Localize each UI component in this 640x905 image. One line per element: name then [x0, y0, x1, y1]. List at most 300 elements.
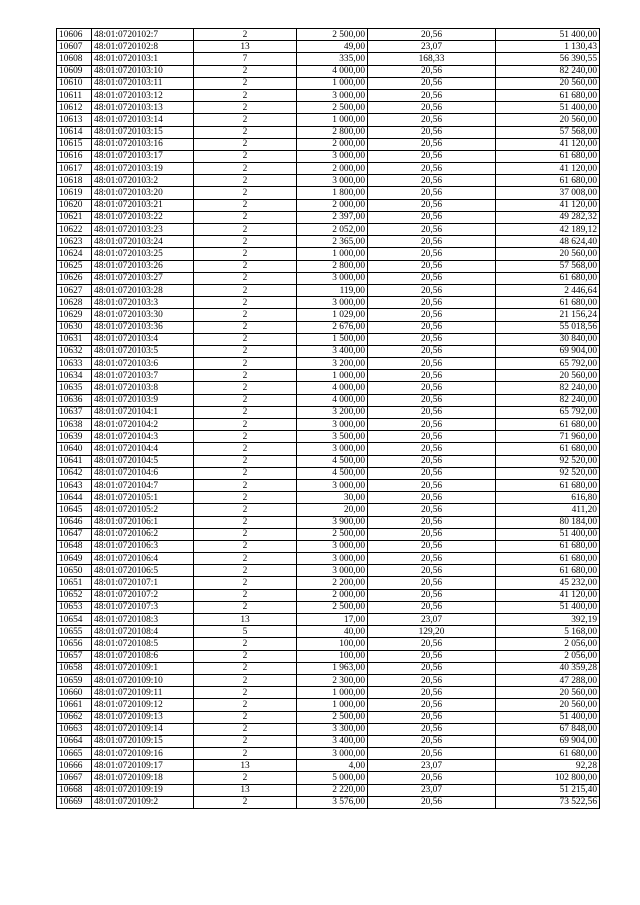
row-number: 10642 [57, 467, 92, 479]
cadastral-number: 48:01:0720103:7 [92, 370, 194, 382]
type-code: 2 [194, 577, 297, 589]
type-code: 2 [194, 345, 297, 357]
cadastral-number: 48:01:0720105:1 [92, 492, 194, 504]
table-row [57, 309, 600, 321]
row-number: 10660 [57, 687, 92, 699]
amount-value: 56 390,55 [496, 53, 600, 65]
area-value: 4 500,00 [297, 455, 368, 467]
type-code: 2 [194, 333, 297, 345]
table-row [57, 211, 600, 223]
cadastral-number: 48:01:0720103:4 [92, 333, 194, 345]
table-row [57, 601, 600, 613]
area-value: 1 500,00 [297, 333, 368, 345]
rate-value: 20,56 [368, 723, 496, 735]
area-value: 3 200,00 [297, 406, 368, 418]
amount-value: 61 680,00 [496, 443, 600, 455]
area-value: 4 000,00 [297, 382, 368, 394]
type-code: 13 [194, 760, 297, 772]
rate-value: 20,56 [368, 565, 496, 577]
row-number: 10665 [57, 748, 92, 760]
table-row [57, 784, 600, 796]
table-row [57, 614, 600, 626]
row-number: 10666 [57, 760, 92, 772]
area-value: 3 000,00 [297, 419, 368, 431]
rate-value: 20,56 [368, 126, 496, 138]
cadastral-number: 48:01:0720109:11 [92, 687, 194, 699]
amount-value: 616,80 [496, 492, 600, 504]
area-value: 1 000,00 [297, 248, 368, 260]
rate-value: 23,07 [368, 760, 496, 772]
rate-value: 20,56 [368, 467, 496, 479]
type-code: 2 [194, 565, 297, 577]
type-code: 2 [194, 284, 297, 296]
rate-value: 20,56 [368, 29, 496, 41]
table-row [57, 29, 600, 41]
amount-value: 2 056,00 [496, 638, 600, 650]
type-code: 2 [194, 638, 297, 650]
table-row [57, 41, 600, 53]
rate-value: 20,56 [368, 370, 496, 382]
rate-value: 20,56 [368, 345, 496, 357]
amount-value: 48 624,40 [496, 236, 600, 248]
area-value: 3 000,00 [297, 565, 368, 577]
rate-value: 20,56 [368, 211, 496, 223]
cadastral-number: 48:01:0720103:5 [92, 345, 194, 357]
type-code: 2 [194, 540, 297, 552]
table-row [57, 711, 600, 723]
amount-value: 41 120,00 [496, 199, 600, 211]
row-number: 10657 [57, 650, 92, 662]
area-value: 1 000,00 [297, 77, 368, 89]
cadastral-number: 48:01:0720103:11 [92, 77, 194, 89]
area-value: 3 576,00 [297, 796, 368, 808]
row-number: 10659 [57, 674, 92, 686]
area-value: 3 000,00 [297, 272, 368, 284]
type-code: 2 [194, 711, 297, 723]
type-code: 2 [194, 419, 297, 431]
rate-value: 20,56 [368, 394, 496, 406]
area-value: 30,00 [297, 492, 368, 504]
row-number: 10643 [57, 479, 92, 491]
area-value: 3 000,00 [297, 540, 368, 552]
amount-value: 40 359,28 [496, 662, 600, 674]
area-value: 4,00 [297, 760, 368, 772]
row-number: 10654 [57, 614, 92, 626]
area-value: 3 200,00 [297, 358, 368, 370]
cadastral-number: 48:01:0720103:9 [92, 394, 194, 406]
rate-value: 20,56 [368, 687, 496, 699]
row-number: 10645 [57, 504, 92, 516]
amount-value: 47 288,00 [496, 674, 600, 686]
cadastral-number: 48:01:0720102:7 [92, 29, 194, 41]
area-value: 2 220,00 [297, 784, 368, 796]
table-row [57, 175, 600, 187]
cadastral-number: 48:01:0720106:4 [92, 553, 194, 565]
area-value: 4 000,00 [297, 65, 368, 77]
row-number: 10629 [57, 309, 92, 321]
amount-value: 51 400,00 [496, 711, 600, 723]
table-row [57, 406, 600, 418]
rate-value: 20,56 [368, 382, 496, 394]
row-number: 10658 [57, 662, 92, 674]
cadastral-number: 48:01:0720103:20 [92, 187, 194, 199]
area-value: 3 000,00 [297, 479, 368, 491]
area-value: 2 500,00 [297, 601, 368, 613]
rate-value: 20,56 [368, 796, 496, 808]
amount-value: 92,28 [496, 760, 600, 772]
amount-value: 20 560,00 [496, 114, 600, 126]
row-number: 10624 [57, 248, 92, 260]
row-number: 10626 [57, 272, 92, 284]
table-row [57, 333, 600, 345]
area-value: 2 365,00 [297, 236, 368, 248]
table-row [57, 138, 600, 150]
amount-value: 37 008,00 [496, 187, 600, 199]
cadastral-number: 48:01:0720107:3 [92, 601, 194, 613]
amount-value: 61 680,00 [496, 748, 600, 760]
area-value: 1 000,00 [297, 699, 368, 711]
row-number: 10639 [57, 431, 92, 443]
cadastral-number: 48:01:0720108:4 [92, 626, 194, 638]
table-row [57, 431, 600, 443]
row-number: 10627 [57, 284, 92, 296]
amount-value: 61 680,00 [496, 540, 600, 552]
area-value: 20,00 [297, 504, 368, 516]
cadastral-number: 48:01:0720103:22 [92, 211, 194, 223]
area-value: 3 900,00 [297, 516, 368, 528]
type-code: 2 [194, 29, 297, 41]
table-row [57, 528, 600, 540]
amount-value: 67 848,00 [496, 723, 600, 735]
table-row [57, 772, 600, 784]
area-value: 2 300,00 [297, 674, 368, 686]
row-number: 10606 [57, 29, 92, 41]
cadastral-number: 48:01:0720103:28 [92, 284, 194, 296]
cadastral-number: 48:01:0720106:5 [92, 565, 194, 577]
table-row [57, 748, 600, 760]
area-value: 3 000,00 [297, 175, 368, 187]
rate-value: 20,56 [368, 589, 496, 601]
type-code: 2 [194, 735, 297, 747]
rate-value: 20,56 [368, 711, 496, 723]
rate-value: 20,56 [368, 516, 496, 528]
rate-value: 20,56 [368, 260, 496, 272]
type-code: 2 [194, 650, 297, 662]
table-row [57, 662, 600, 674]
rate-value: 20,56 [368, 163, 496, 175]
type-code: 13 [194, 784, 297, 796]
cadastral-number: 48:01:0720103:36 [92, 321, 194, 333]
rate-value: 20,56 [368, 272, 496, 284]
table-row [57, 687, 600, 699]
amount-value: 82 240,00 [496, 394, 600, 406]
type-code: 2 [194, 126, 297, 138]
area-value: 2 800,00 [297, 260, 368, 272]
cadastral-number: 48:01:0720103:15 [92, 126, 194, 138]
row-number: 10640 [57, 443, 92, 455]
area-value: 100,00 [297, 650, 368, 662]
type-code: 2 [194, 394, 297, 406]
rate-value: 20,56 [368, 333, 496, 345]
row-number: 10637 [57, 406, 92, 418]
type-code: 2 [194, 224, 297, 236]
row-number: 10638 [57, 419, 92, 431]
cadastral-number: 48:01:0720103:1 [92, 53, 194, 65]
amount-value: 51 400,00 [496, 601, 600, 613]
type-code: 2 [194, 309, 297, 321]
row-number: 10650 [57, 565, 92, 577]
amount-value: 20 560,00 [496, 248, 600, 260]
type-code: 5 [194, 626, 297, 638]
area-value: 40,00 [297, 626, 368, 638]
area-value: 1 800,00 [297, 187, 368, 199]
row-number: 10616 [57, 150, 92, 162]
amount-value: 49 282,32 [496, 211, 600, 223]
cadastral-number: 48:01:0720103:17 [92, 150, 194, 162]
area-value: 1 029,00 [297, 309, 368, 321]
row-number: 10669 [57, 796, 92, 808]
cadastral-number: 48:01:0720109:13 [92, 711, 194, 723]
cadastral-number: 48:01:0720109:18 [92, 772, 194, 784]
table-row [57, 760, 600, 772]
row-number: 10646 [57, 516, 92, 528]
type-code: 2 [194, 358, 297, 370]
type-code: 2 [194, 504, 297, 516]
row-number: 10633 [57, 358, 92, 370]
table-row [57, 394, 600, 406]
area-value: 1 000,00 [297, 114, 368, 126]
amount-value: 61 680,00 [496, 150, 600, 162]
amount-value: 82 240,00 [496, 65, 600, 77]
rate-value: 20,56 [368, 662, 496, 674]
row-number: 10625 [57, 260, 92, 272]
table-row [57, 723, 600, 735]
table-row [57, 114, 600, 126]
rate-value: 23,07 [368, 784, 496, 796]
table-row [57, 199, 600, 211]
amount-value: 51 400,00 [496, 29, 600, 41]
type-code: 2 [194, 236, 297, 248]
type-code: 2 [194, 89, 297, 101]
cadastral-number: 48:01:0720103:26 [92, 260, 194, 272]
row-number: 10661 [57, 699, 92, 711]
cadastral-number: 48:01:0720103:14 [92, 114, 194, 126]
amount-value: 65 792,00 [496, 406, 600, 418]
table-row [57, 126, 600, 138]
amount-value: 61 680,00 [496, 479, 600, 491]
type-code: 2 [194, 211, 297, 223]
table-row [57, 467, 600, 479]
type-code: 2 [194, 150, 297, 162]
rate-value: 20,56 [368, 297, 496, 309]
table-body [57, 29, 600, 809]
row-number: 10655 [57, 626, 92, 638]
amount-value: 61 680,00 [496, 175, 600, 187]
type-code: 2 [194, 748, 297, 760]
row-number: 10607 [57, 41, 92, 53]
cadastral-number: 48:01:0720103:6 [92, 358, 194, 370]
table-row [57, 358, 600, 370]
table-row [57, 77, 600, 89]
cadastral-number: 48:01:0720103:8 [92, 382, 194, 394]
cadastral-number: 48:01:0720104:4 [92, 443, 194, 455]
amount-value: 21 156,24 [496, 309, 600, 321]
amount-value: 411,20 [496, 504, 600, 516]
area-value: 2 800,00 [297, 126, 368, 138]
rate-value: 20,56 [368, 479, 496, 491]
table-row [57, 589, 600, 601]
rate-value: 20,56 [368, 443, 496, 455]
rate-value: 20,56 [368, 89, 496, 101]
row-number: 10641 [57, 455, 92, 467]
rate-value: 20,56 [368, 175, 496, 187]
amount-value: 30 840,00 [496, 333, 600, 345]
amount-value: 5 168,00 [496, 626, 600, 638]
type-code: 2 [194, 272, 297, 284]
type-code: 2 [194, 260, 297, 272]
type-code: 2 [194, 687, 297, 699]
row-number: 10630 [57, 321, 92, 333]
cadastral-number: 48:01:0720108:3 [92, 614, 194, 626]
amount-value: 61 680,00 [496, 553, 600, 565]
cadastral-number: 48:01:0720103:19 [92, 163, 194, 175]
cadastral-number: 48:01:0720103:12 [92, 89, 194, 101]
cadastral-number: 48:01:0720103:16 [92, 138, 194, 150]
rate-value: 20,56 [368, 638, 496, 650]
amount-value: 2 056,00 [496, 650, 600, 662]
cadastral-number: 48:01:0720105:2 [92, 504, 194, 516]
cadastral-number: 48:01:0720104:6 [92, 467, 194, 479]
table-row [57, 382, 600, 394]
area-value: 2 000,00 [297, 138, 368, 150]
amount-value: 92 520,00 [496, 467, 600, 479]
table-row [57, 796, 600, 808]
row-number: 10631 [57, 333, 92, 345]
area-value: 119,00 [297, 284, 368, 296]
area-value: 100,00 [297, 638, 368, 650]
type-code: 2 [194, 382, 297, 394]
cadastral-number: 48:01:0720106:3 [92, 540, 194, 552]
table-row [57, 102, 600, 114]
row-number: 10613 [57, 114, 92, 126]
row-number: 10636 [57, 394, 92, 406]
table-row [57, 565, 600, 577]
type-code: 2 [194, 443, 297, 455]
table-row [57, 455, 600, 467]
row-number: 10617 [57, 163, 92, 175]
row-number: 10635 [57, 382, 92, 394]
table-row [57, 492, 600, 504]
rate-value: 20,56 [368, 431, 496, 443]
data-table [56, 28, 600, 809]
rate-value: 20,56 [368, 248, 496, 260]
area-value: 2 200,00 [297, 577, 368, 589]
area-value: 3 000,00 [297, 748, 368, 760]
table-row [57, 479, 600, 491]
type-code: 2 [194, 467, 297, 479]
amount-value: 102 800,00 [496, 772, 600, 784]
amount-value: 61 680,00 [496, 297, 600, 309]
row-number: 10647 [57, 528, 92, 540]
cadastral-number: 48:01:0720108:5 [92, 638, 194, 650]
rate-value: 20,56 [368, 236, 496, 248]
type-code: 2 [194, 516, 297, 528]
rate-value: 20,56 [368, 699, 496, 711]
rate-value: 20,56 [368, 321, 496, 333]
table-row [57, 284, 600, 296]
area-value: 2 000,00 [297, 199, 368, 211]
cadastral-number: 48:01:0720109:1 [92, 662, 194, 674]
table-row [57, 236, 600, 248]
amount-value: 20 560,00 [496, 699, 600, 711]
type-code: 2 [194, 187, 297, 199]
amount-value: 71 960,00 [496, 431, 600, 443]
rate-value: 20,56 [368, 455, 496, 467]
table-row [57, 163, 600, 175]
rate-value: 20,56 [368, 772, 496, 784]
rate-value: 20,56 [368, 309, 496, 321]
cadastral-number: 48:01:0720104:7 [92, 479, 194, 491]
amount-value: 41 120,00 [496, 138, 600, 150]
amount-value: 51 215,40 [496, 784, 600, 796]
cadastral-number: 48:01:0720109:2 [92, 796, 194, 808]
amount-value: 61 680,00 [496, 89, 600, 101]
area-value: 2 676,00 [297, 321, 368, 333]
amount-value: 51 400,00 [496, 528, 600, 540]
cadastral-number: 48:01:0720103:24 [92, 236, 194, 248]
type-code: 2 [194, 455, 297, 467]
rate-value: 20,56 [368, 77, 496, 89]
amount-value: 65 792,00 [496, 358, 600, 370]
row-number: 10653 [57, 601, 92, 613]
cadastral-number: 48:01:0720109:17 [92, 760, 194, 772]
cadastral-number: 48:01:0720103:21 [92, 199, 194, 211]
amount-value: 92 520,00 [496, 455, 600, 467]
row-number: 10609 [57, 65, 92, 77]
row-number: 10652 [57, 589, 92, 601]
table-row [57, 321, 600, 333]
row-number: 10656 [57, 638, 92, 650]
cadastral-number: 48:01:0720109:12 [92, 699, 194, 711]
area-value: 3 500,00 [297, 431, 368, 443]
cadastral-number: 48:01:0720104:1 [92, 406, 194, 418]
row-number: 10612 [57, 102, 92, 114]
table-row [57, 248, 600, 260]
amount-value: 42 189,12 [496, 224, 600, 236]
table-row [57, 224, 600, 236]
area-value: 2 500,00 [297, 528, 368, 540]
table-row [57, 150, 600, 162]
row-number: 10620 [57, 199, 92, 211]
amount-value: 69 904,00 [496, 735, 600, 747]
area-value: 3 400,00 [297, 345, 368, 357]
type-code: 2 [194, 321, 297, 333]
table-row [57, 260, 600, 272]
row-number: 10615 [57, 138, 92, 150]
row-number: 10611 [57, 89, 92, 101]
rate-value: 20,56 [368, 406, 496, 418]
amount-value: 73 522,56 [496, 796, 600, 808]
table-row [57, 577, 600, 589]
row-number: 10634 [57, 370, 92, 382]
rate-value: 20,56 [368, 102, 496, 114]
rate-value: 129,20 [368, 626, 496, 638]
cadastral-number: 48:01:0720109:15 [92, 735, 194, 747]
amount-value: 20 560,00 [496, 370, 600, 382]
type-code: 2 [194, 102, 297, 114]
type-code: 2 [194, 406, 297, 418]
rate-value: 20,56 [368, 419, 496, 431]
